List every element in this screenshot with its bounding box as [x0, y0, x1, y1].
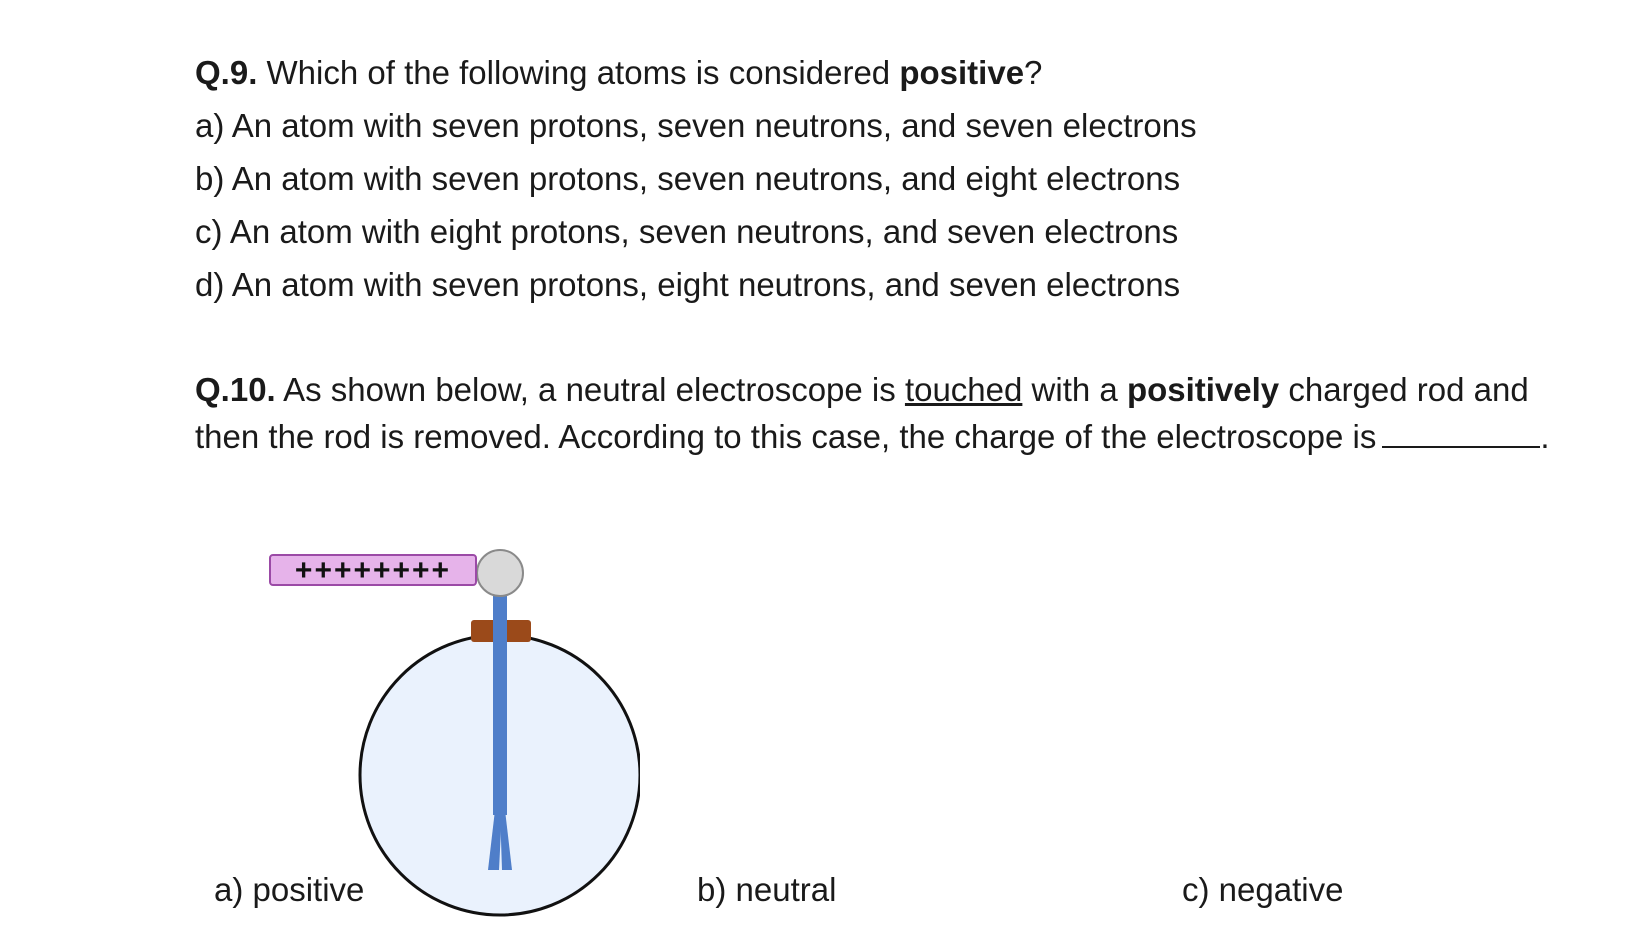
question-10-text-2: with a [1031, 371, 1118, 408]
question-9-number: Q.9. [195, 54, 258, 91]
question-10-line-2 [195, 413, 1550, 460]
question-10-text-1: As shown below, a neutral electroscope is [283, 371, 896, 408]
question-10-text-3: charged rod and [1288, 371, 1529, 408]
question-10-period: . [1540, 418, 1550, 455]
question-9-option-b: b) An atom with seven protons, seven neutrons, and eight electrons [195, 160, 1181, 197]
question-9-text: Which of the following atoms is considered [266, 54, 891, 91]
question-10-text-4: then the rod is removed. According to this case, the charge of the electroscope is [195, 418, 1377, 455]
question-9-stem [195, 46, 1197, 99]
rod-charges: ++++++++ [294, 554, 452, 587]
question-9-option-a: a) An atom with seven protons, seven neutrons, and seven electrons [195, 107, 1197, 144]
answer-a: a) positive [214, 871, 365, 908]
question-10 [195, 366, 1550, 460]
electroscope-stem [493, 580, 507, 815]
question-10-keyword: positively [1126, 371, 1280, 408]
answer-blank [1382, 416, 1540, 448]
question-10-line-1 [195, 366, 1550, 413]
question-9-option-c: c) An atom with eight protons, seven neutrons, and seven electrons [195, 213, 1179, 250]
answer-b: b) neutral [697, 871, 837, 908]
question-9 [195, 46, 1197, 311]
question-10-underlined-word: touched [904, 371, 1023, 408]
question-9-qmark: ? [1024, 54, 1043, 91]
electroscope-knob [477, 550, 523, 596]
answer-c: c) negative [1182, 871, 1344, 908]
question-9-keyword: positive [899, 54, 1025, 91]
question-10-number: Q.10. [195, 371, 276, 408]
question-9-option-d: d) An atom with seven protons, eight neutrons, and seven electrons [195, 266, 1181, 303]
